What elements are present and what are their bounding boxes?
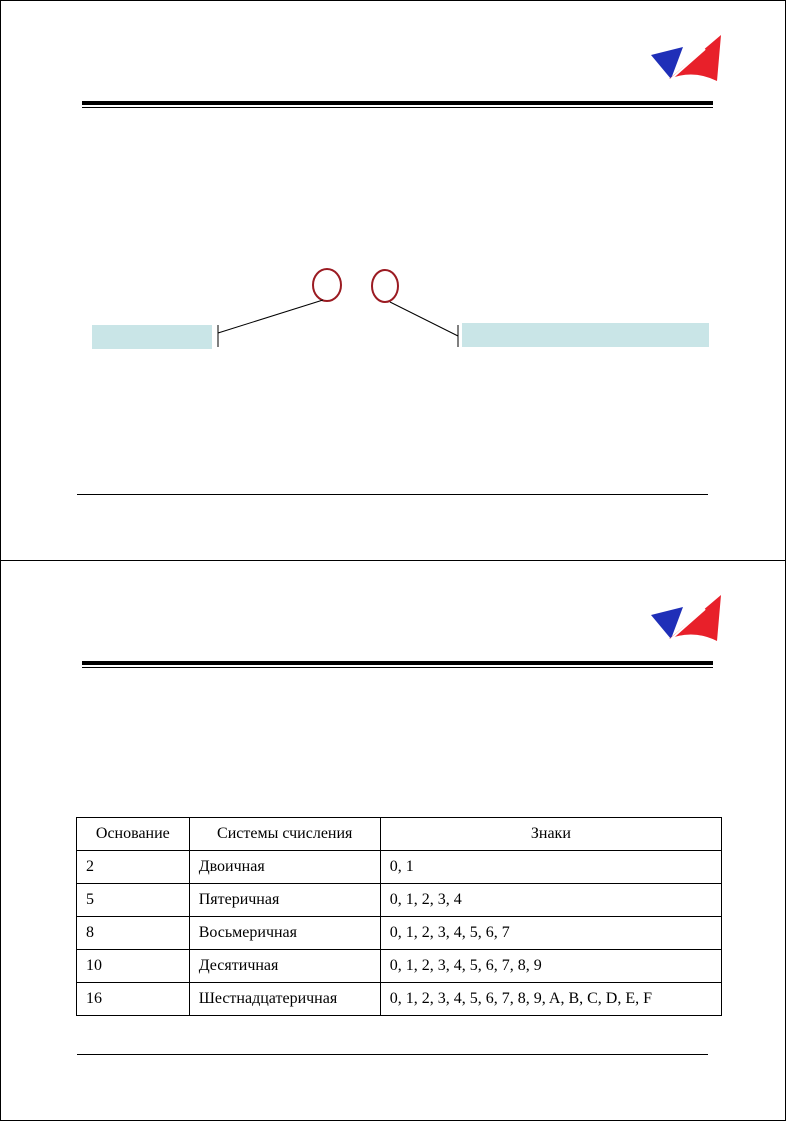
cell-digits: 0, 1 [380, 851, 721, 884]
slide-1 [0, 0, 786, 561]
cell-system: Двоичная [189, 851, 380, 884]
cell-system: Восьмеричная [189, 917, 380, 950]
footer-rule [77, 494, 708, 495]
label-box-right [462, 323, 709, 347]
cell-base: 2 [77, 851, 190, 884]
cell-digits: 0, 1, 2, 3, 4, 5, 6, 7, 8, 9, A, B, C, D, E, F [380, 983, 721, 1016]
table-row [77, 851, 722, 884]
table-row [77, 950, 722, 983]
table-row [77, 884, 722, 917]
cell-system: Десятичная [189, 950, 380, 983]
callout-line-right [390, 302, 458, 336]
circle-marker-left [313, 269, 341, 301]
header-base: Основание [77, 818, 190, 851]
table-header-row [77, 818, 722, 851]
label-box-left [92, 325, 212, 349]
cell-system: Пятеричная [189, 884, 380, 917]
cell-system: Шестнадцатеричная [189, 983, 380, 1016]
footer-rule [77, 1054, 708, 1055]
cell-digits: 0, 1, 2, 3, 4 [380, 884, 721, 917]
table-row [77, 917, 722, 950]
header-rule [82, 661, 713, 668]
cell-base: 8 [77, 917, 190, 950]
slide-2 [0, 560, 786, 1121]
cell-base: 5 [77, 884, 190, 917]
header-digits: Знаки [380, 818, 721, 851]
cell-base: 16 [77, 983, 190, 1016]
cell-digits: 0, 1, 2, 3, 4, 5, 6, 7, 8, 9 [380, 950, 721, 983]
cell-digits: 0, 1, 2, 3, 4, 5, 6, 7 [380, 917, 721, 950]
callout-line-left [218, 300, 323, 333]
header-system: Системы счисления [189, 818, 380, 851]
circle-marker-right [372, 270, 398, 302]
cell-base: 10 [77, 950, 190, 983]
table-row [77, 983, 722, 1016]
number-systems-table [76, 817, 722, 1016]
logo-icon [649, 593, 725, 643]
number-diagram [1, 1, 787, 562]
